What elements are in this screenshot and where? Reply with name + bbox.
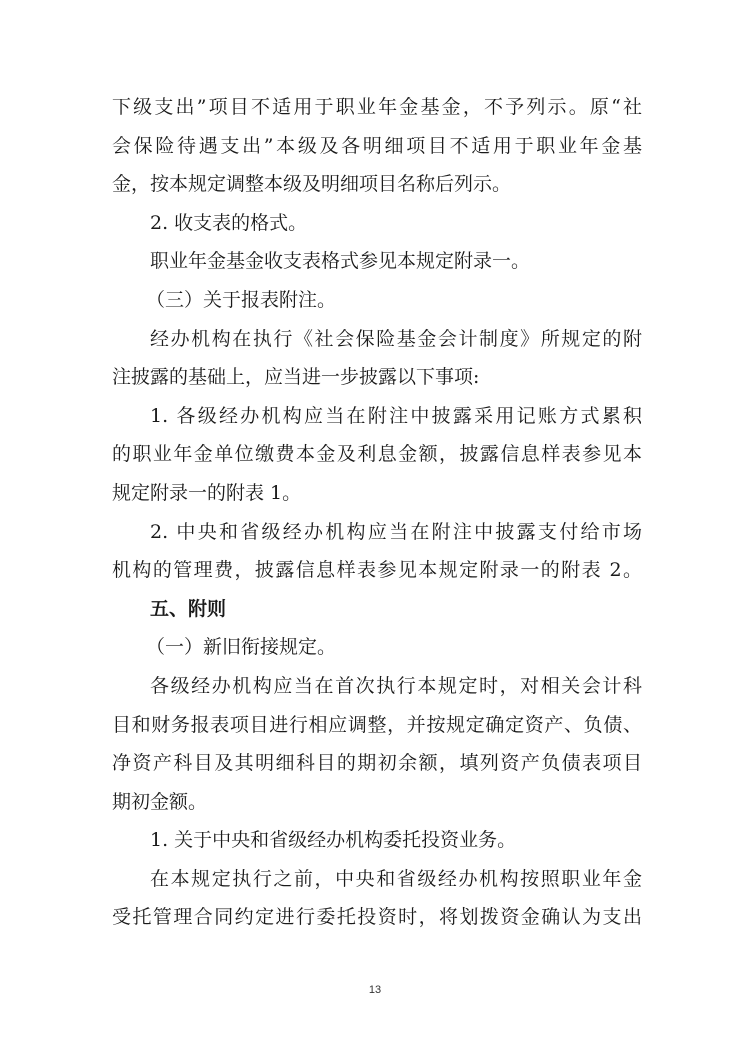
paragraph-line: 机构的管理费，披露信息样表参见本规定附录一的附表 2。 bbox=[112, 559, 642, 582]
paragraph-line: 会保险待遇支出”本级及各明细项目不适用于职业年金基 bbox=[112, 134, 642, 157]
paragraph-line: 规定附录一的附表 1。 bbox=[112, 481, 302, 504]
paragraph-line: 的职业年金单位缴费本金及利息金额，披露信息样表参见本 bbox=[112, 443, 642, 466]
item-heading: 2. 收支表的格式。 bbox=[150, 211, 308, 234]
paragraph-line: 受托管理合同约定进行委托投资时，将划拨资金确认为支出 bbox=[112, 906, 642, 929]
paragraph-line: 金，按本规定调整本级及明细项目名称后列示。 bbox=[112, 173, 512, 196]
paragraph-line: 各级经办机构应当在首次执行本规定时，对相关会计科 bbox=[150, 674, 642, 697]
section-heading: 五、附则 bbox=[150, 597, 227, 620]
paragraph-line: 职业年金基金收支表格式参见本规定附录一。 bbox=[150, 250, 531, 273]
paragraph-line: 净资产科目及其明细科目的期初余额，填列资产负债表项目 bbox=[112, 752, 642, 775]
item-heading: 1. 关于中央和省级经办机构委托投资业务。 bbox=[150, 829, 517, 852]
paragraph-line: 2. 中央和省级经办机构应当在附注中披露支付给市场 bbox=[150, 520, 642, 543]
paragraph-line: 注披露的基础上，应当进一步披露以下事项: bbox=[112, 366, 480, 389]
page-number: 13 bbox=[368, 984, 382, 996]
paragraph-line: 1. 各级经办机构应当在附注中披露采用记账方式累积 bbox=[150, 404, 642, 427]
paragraph-line: 经办机构在执行《社会保险基金会计制度》所规定的附 bbox=[150, 327, 642, 350]
paragraph-line: 目和财务报表项目进行相应调整，并按规定确定资产、负债、 bbox=[112, 713, 642, 736]
paragraph-line: 在本规定执行之前，中央和省级经办机构按照职业年金 bbox=[150, 867, 642, 890]
document-body bbox=[112, 88, 642, 937]
paragraph-line: 下级支出”项目不适用于职业年金基金，不予列示。原“社 bbox=[112, 96, 642, 118]
paragraph-line: 期初金额。 bbox=[112, 790, 208, 813]
subsection-heading: （一）新旧衔接规定。 bbox=[146, 636, 337, 659]
subsection-heading: （三）关于报表附注。 bbox=[146, 288, 337, 311]
